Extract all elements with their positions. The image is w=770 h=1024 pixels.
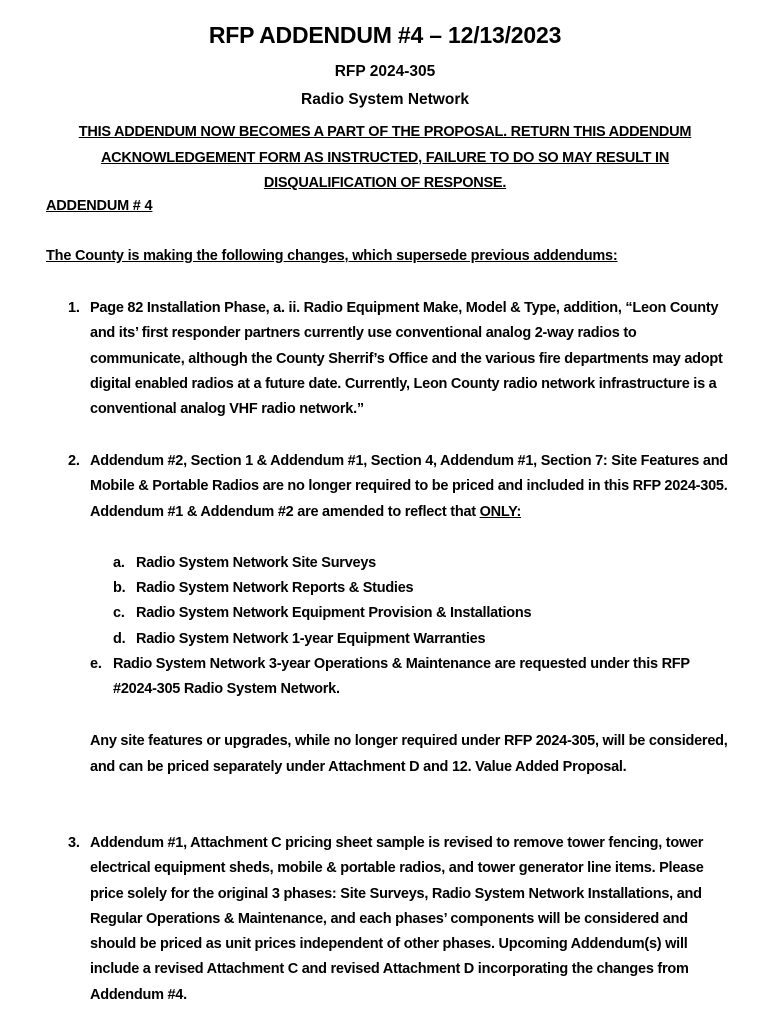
sub-item-text: Radio System Network Site Surveys [136, 555, 376, 571]
site-features-note: Any site features or upgrades, while no longer required under RFP 2024-305, will be considered, and can be priced separately under Attachment D and 12. Value Added Proposal. [90, 733, 728, 775]
item-text [90, 449, 728, 525]
sub-item-a [113, 551, 713, 576]
change-item-1 [68, 296, 728, 422]
item-number: 3. [68, 835, 80, 851]
sub-item-text: Radio System Network 1-year Equipment Warranties [136, 630, 486, 647]
item-number: 2. [68, 453, 80, 469]
sub-item-b [113, 576, 713, 601]
item-number: 1. [68, 300, 80, 316]
only-emphasis: ONLY: [479, 503, 522, 520]
rfp-number: RFP 2024-305 [334, 63, 436, 80]
change-item-2 [68, 449, 728, 525]
sub-list [113, 551, 713, 652]
sub-item-text: Radio System Network Equipment Provision & Installations [136, 605, 532, 622]
sub-item-letter: e. [90, 656, 102, 672]
item-text-main: Addendum #2, Section 1 & Addendum #1, Section 4, Addendum #1, Section 7: Site Features and Mobile & Portable Radios are no longer required to be priced and included in this RFP 2024-305. Addendum #1 & Addendum #2 are amended to reflect that [90, 453, 728, 520]
addendum-label: ADDENDUM # 4 [46, 198, 153, 214]
sub-item-letter: a. [113, 555, 125, 571]
acknowledgement-notice: THIS ADDENDUM NOW BECOMES A PART OF THE PROPOSAL. RETURN THIS ADDENDUM ACKNOWLEDGEMENT FORM AS INSTRUCTED, FAILURE TO DO SO MAY RESULT IN DISQUALIFICATION OF RESPONSE. [78, 124, 692, 191]
change-item-3 [68, 831, 728, 1008]
sub-item-text: Radio System Network 3-year Operations & Maintenance are requested under this RFP #2024-305 Radio System Network. [113, 656, 690, 698]
intro-text: The County is making the following changes, which supersede previous addendums: [46, 248, 618, 264]
item-text: Addendum #1, Attachment C pricing sheet sample is revised to remove tower fencing, tower electrical equipment sheds, mobile & portable radios, and tower generator line items. Please price solely for the original 3 phases: Site Surveys, Radio System Network Installations, and Regular Operations & Maintenance, and each phases’ components will be considered and should be priced as unit prices independent of other phases. Upcoming Addendum(s) will include a revised Attachment C and revised Attachment D incorporating the changes from Addendum #4. [90, 835, 704, 1003]
project-name: Radio System Network [301, 91, 469, 108]
item-text: Page 82 Installation Phase, a. ii. Radio Equipment Make, Model & Type, addition, “Leon County and its’ first responder partners currently use conventional analog 2-way radios to communicate, although the County Sherrif’s Office and the various fire departments may adopt digital enabled radios at a future date. Currently, Leon County radio network infrastructure is a conventional analog VHF radio network.” [90, 300, 723, 418]
document-title: RFP ADDENDUM #4 – 12/13/2023 [208, 22, 562, 48]
sub-item-letter: c. [113, 605, 125, 622]
sub-item-letter: d. [113, 630, 126, 647]
sub-item-text: Radio System Network Reports & Studies [136, 580, 414, 597]
sub-item-c [113, 601, 713, 626]
sub-item-d [113, 627, 713, 652]
sub-item-e [90, 652, 730, 702]
sub-item-letter: b. [113, 580, 126, 597]
